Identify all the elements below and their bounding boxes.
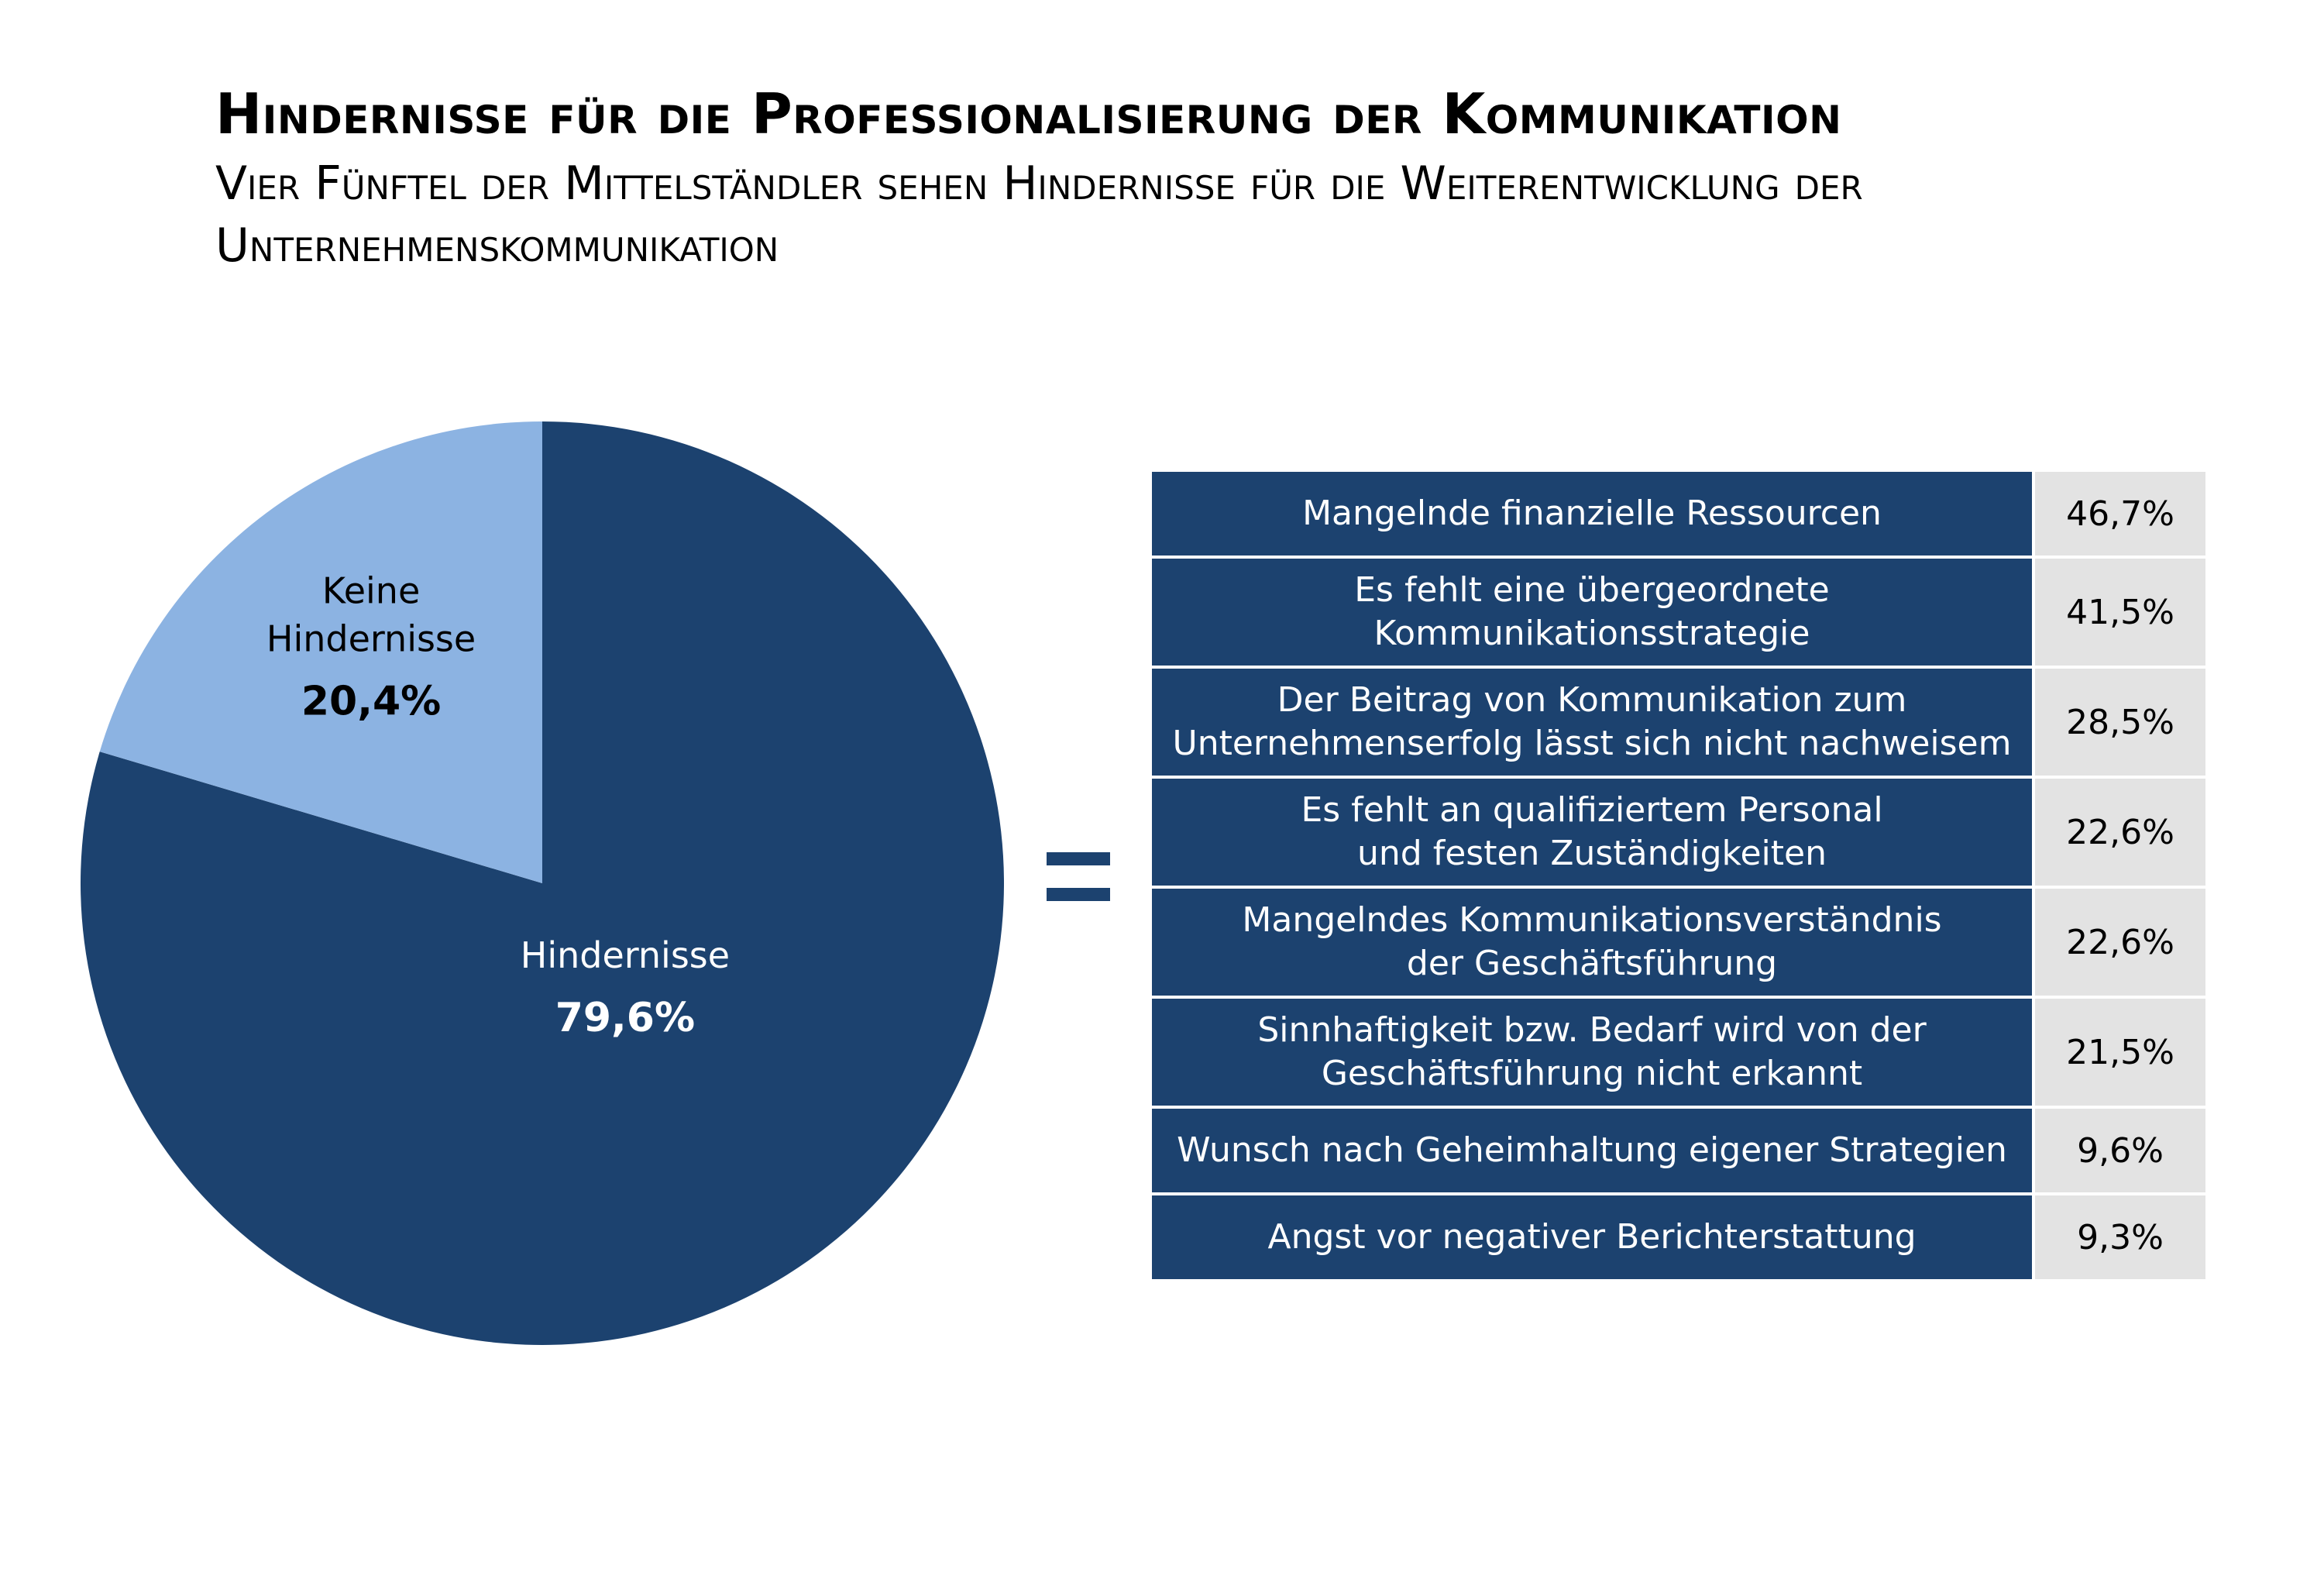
- pie-value-keine-hindernisse: 20,4%: [301, 678, 442, 725]
- chart-title: Hindernisse für die Professionalisierung der Kommunikation: [215, 81, 1842, 146]
- obstacle-value: 22,6%: [2033, 777, 2207, 887]
- obstacle-label-line: Angst vor negativer Berichterstattung: [1267, 1217, 1917, 1257]
- pie-label-hindernisse-1: Hindernisse: [520, 934, 731, 977]
- table-row: [1150, 1107, 2207, 1194]
- obstacle-value: 41,5%: [2033, 557, 2207, 667]
- obstacles-pie-chart: [77, 418, 1007, 1348]
- pie-value-hindernisse: 79,6%: [555, 995, 696, 1042]
- equals-sign-bottom-bar: [1047, 888, 1110, 901]
- obstacle-label: [1150, 997, 2033, 1107]
- table-row: [1150, 557, 2207, 667]
- obstacle-label: [1150, 557, 2033, 667]
- obstacle-label: [1150, 1194, 2033, 1281]
- obstacle-label: [1150, 667, 2033, 777]
- obstacle-label-line: Wunsch nach Geheimhaltung eigener Strategien: [1177, 1130, 2007, 1170]
- chart-heading: [215, 81, 2268, 277]
- obstacle-label: [1150, 887, 2033, 997]
- obstacle-label-line: Mangelndes Kommunikationsverständnis: [1242, 900, 1942, 940]
- obstacle-label: [1150, 777, 2033, 887]
- pie-label-keine-hindernisse-2: Hindernisse: [266, 617, 476, 660]
- obstacle-label-line: Mangelnde finanzielle Ressourcen: [1302, 494, 1882, 533]
- obstacle-label-line: Der Beitrag von Kommunikation zum: [1277, 680, 1907, 720]
- obstacles-table: [1149, 469, 2209, 1282]
- obstacle-label-line: Es fehlt an qualifiziertem Personal: [1301, 790, 1883, 830]
- obstacle-value: 22,6%: [2033, 887, 2207, 997]
- obstacle-value: 46,7%: [2033, 470, 2207, 557]
- equals-sign-top-bar: [1047, 852, 1110, 865]
- obstacle-label-line: und festen Zuständigkeiten: [1357, 834, 1827, 873]
- obstacle-label-line: Kommunikationsstrategie: [1373, 614, 1810, 653]
- pie-label-keine-hindernisse-1: Keine: [321, 569, 421, 612]
- obstacle-label-line: Geschäftsführung nicht erkannt: [1321, 1054, 1863, 1093]
- table-row: [1150, 887, 2207, 997]
- table-row: [1150, 1194, 2207, 1281]
- obstacle-label: [1150, 1107, 2033, 1194]
- table-row: [1150, 997, 2207, 1107]
- obstacle-label-line: der Geschäftsführung: [1406, 944, 1778, 983]
- table-row: [1150, 667, 2207, 777]
- obstacle-value: 9,6%: [2033, 1107, 2207, 1194]
- table-row: [1150, 777, 2207, 887]
- table-row: [1150, 470, 2207, 557]
- obstacle-label-line: Unternehmenserfolg lässt sich nicht nachweisem: [1172, 724, 2012, 763]
- chart-subtitle: Vier Fünftel der Mittelständler sehen Hindernisse für die Weiterentwicklung der Unternehmenskommunikation: [215, 157, 1863, 273]
- obstacle-label-line: Es fehlt eine übergeordnete: [1354, 570, 1830, 610]
- obstacle-label: [1150, 470, 2033, 557]
- obstacle-value: 9,3%: [2033, 1194, 2207, 1281]
- obstacle-value: 28,5%: [2033, 667, 2207, 777]
- obstacle-label-line: Sinnhaftigkeit bzw. Bedarf wird von der: [1257, 1010, 1927, 1050]
- obstacle-value: 21,5%: [2033, 997, 2207, 1107]
